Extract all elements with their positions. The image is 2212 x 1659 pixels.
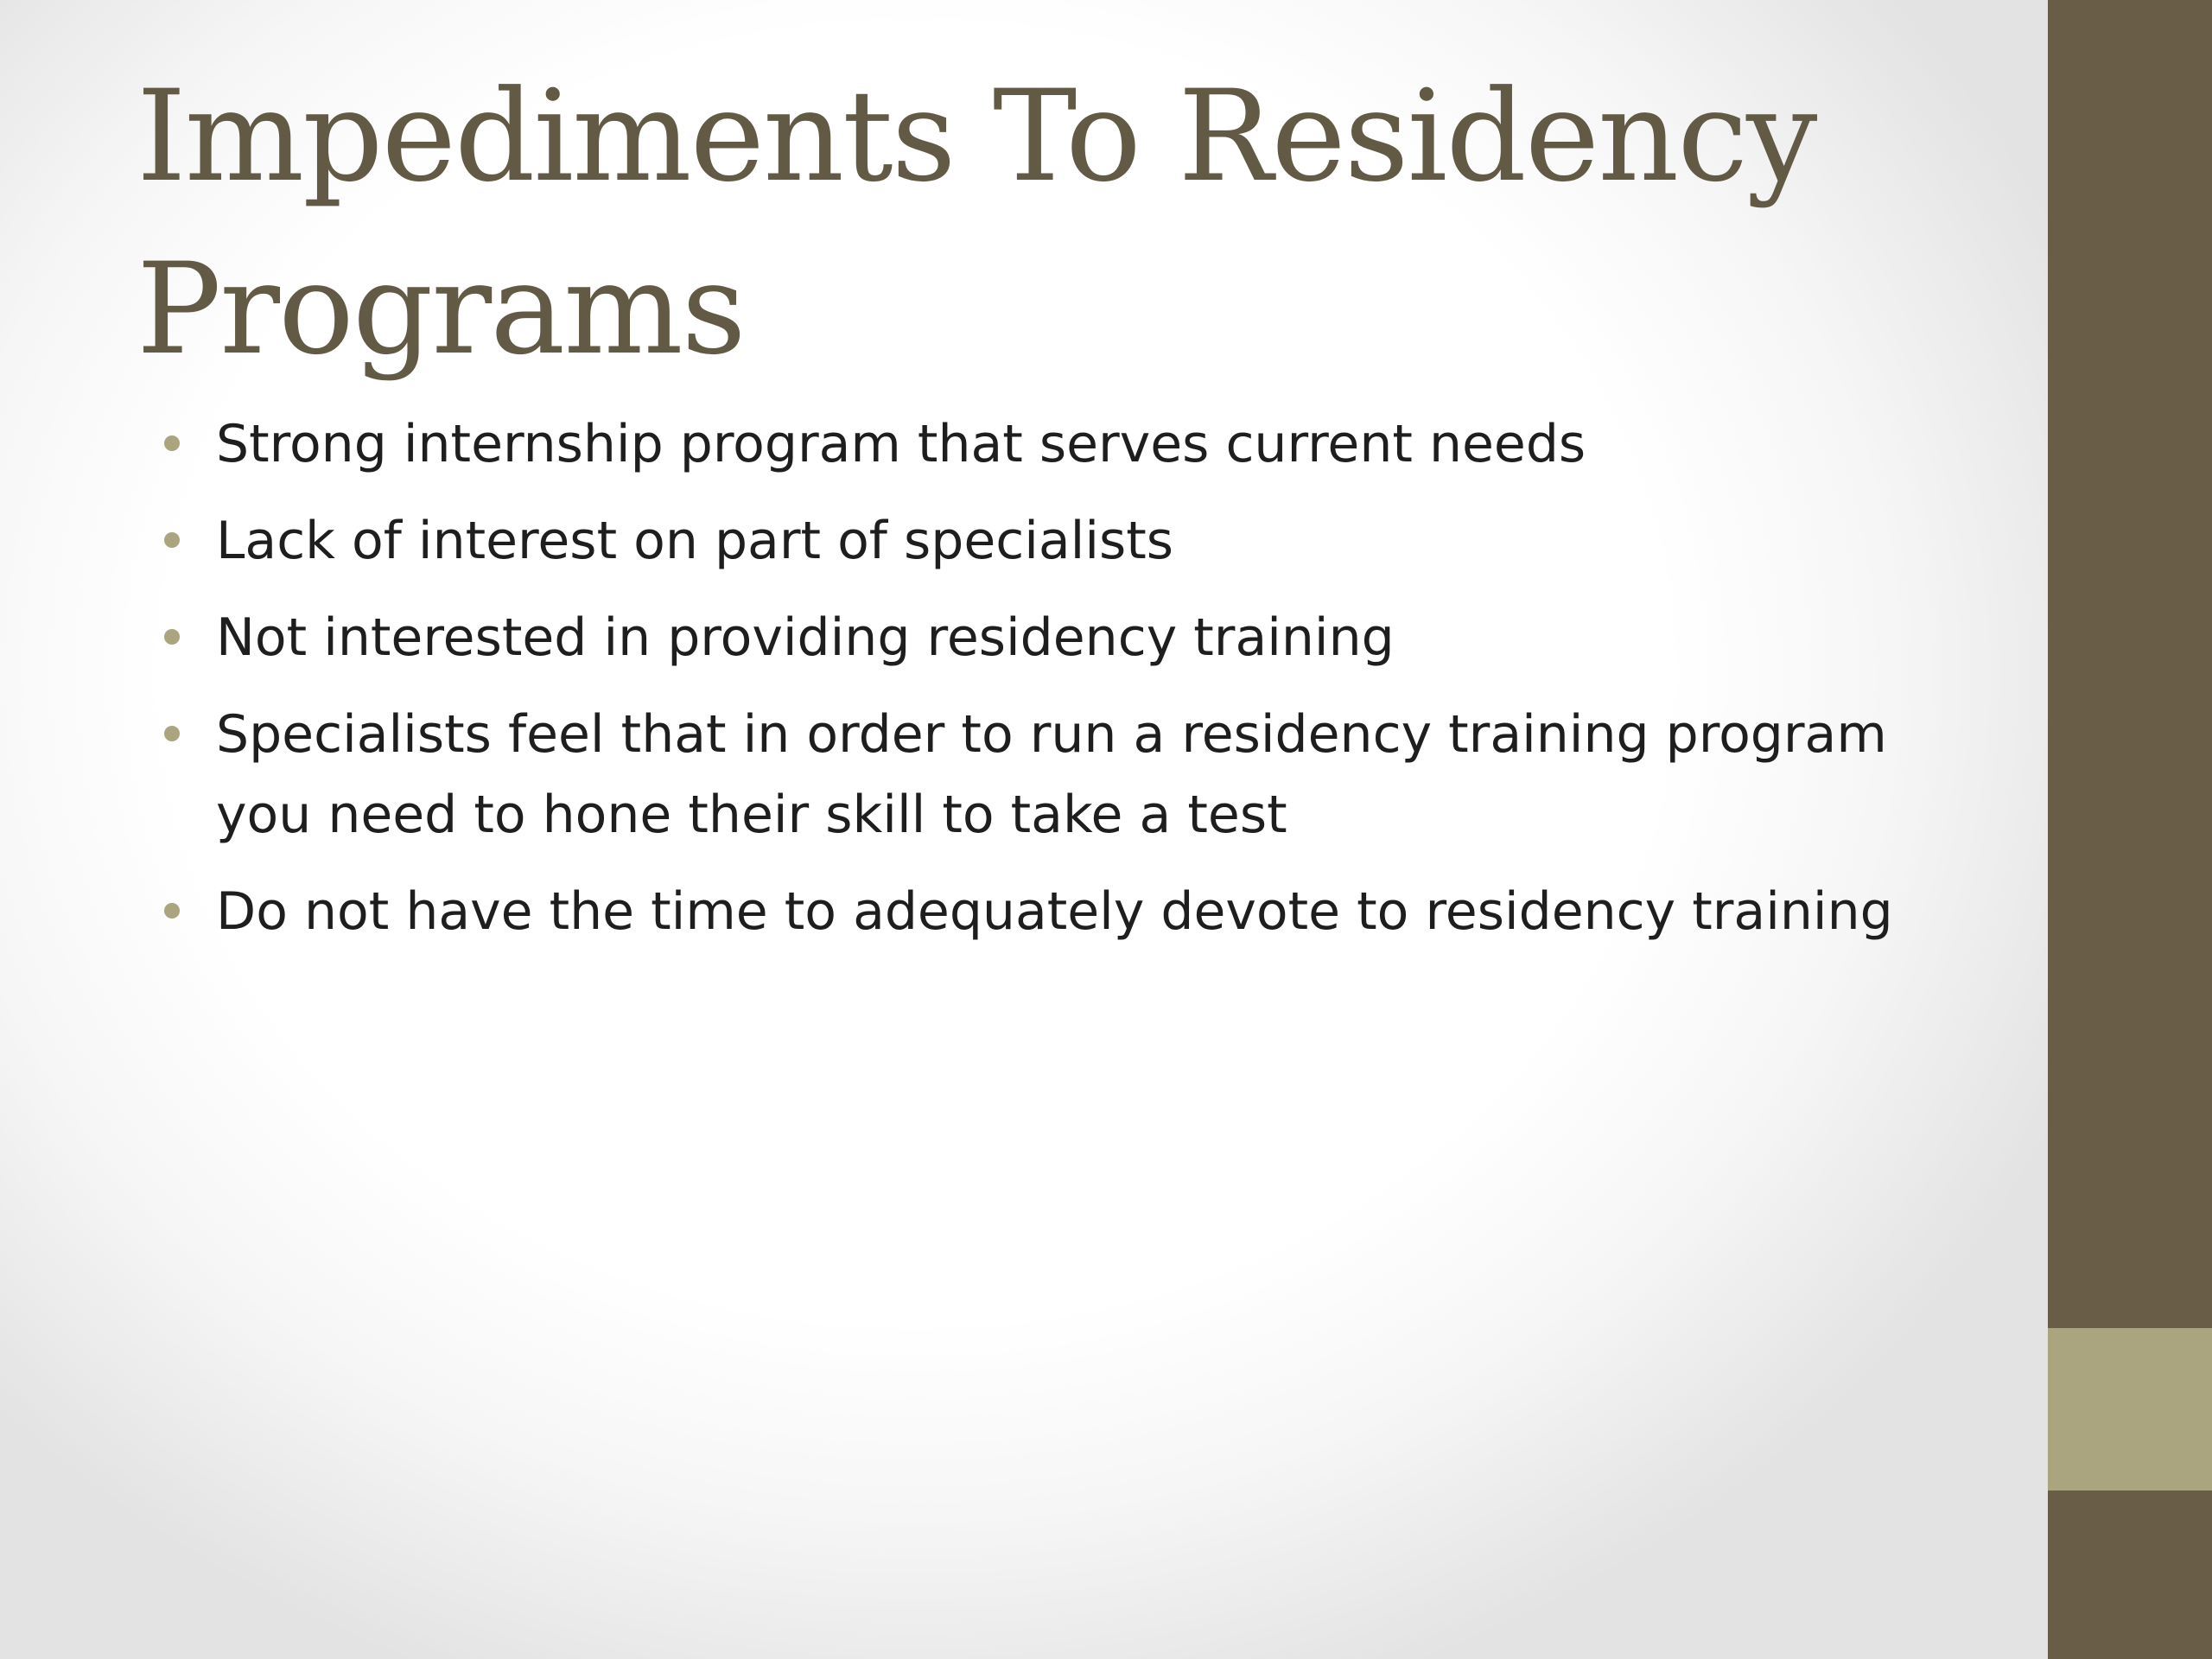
- bullet-text: Strong internship program that serves current needs: [216, 414, 1586, 474]
- bullet-text: Not interested in providing residency training: [216, 607, 1395, 668]
- bullet-item: [161, 872, 1915, 952]
- bullet-item: [161, 501, 1915, 582]
- bullet-dot-icon: [162, 695, 197, 775]
- bullet-item: [161, 695, 1915, 855]
- bullet-item: [161, 404, 1915, 485]
- bullet-dot-icon: [162, 598, 197, 678]
- side-accent-block: [2048, 1328, 2212, 1491]
- bullet-dot-icon: [162, 404, 197, 485]
- bullet-item: [161, 598, 1915, 678]
- bullet-dot-icon: [162, 501, 197, 582]
- bullet-text: Specialists feel that in order to run a residency training program you need to hone their skill to take a test: [216, 704, 1887, 845]
- bullet-text: Do not have the time to adequately devote to residency training: [216, 881, 1893, 942]
- bullet-text: Lack of interest on part of specialists: [216, 511, 1174, 571]
- bullet-dot-icon: [162, 872, 197, 952]
- slide-title: Impediments To Residency Programs: [137, 63, 1816, 383]
- bullet-list: [161, 404, 1915, 969]
